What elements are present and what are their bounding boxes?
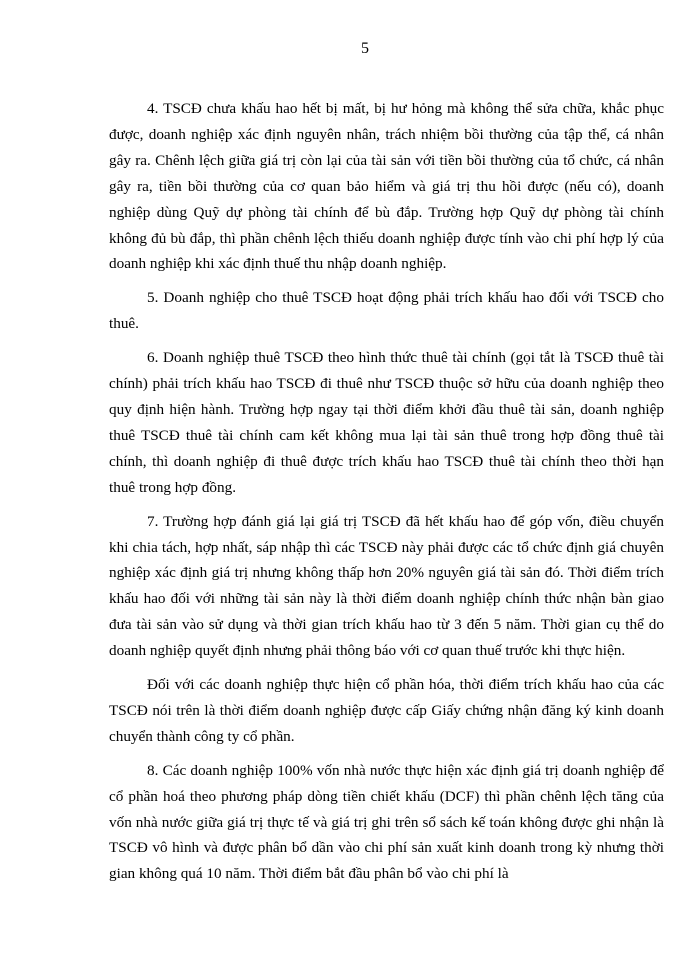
paragraph-item-4: 4. TSCĐ chưa khấu hao hết bị mất, bị hư hỏng mà không thể sửa chữa, khắc phục được, doanh nghiệp xác định nguyên nhân, trách nhiệm bồi thường của tập thể, cá nhân gây ra. Chênh lệch giữa giá trị còn lại của tài sản với tiền bồi thường của tổ chức, cá nhân gây ra, tiền bồi thường của cơ quan bảo hiểm và giá trị thu hồi được (nếu có), doanh nghiệp dùng Quỹ dự phòng tài chính để bù đắp. Trường hợp Quỹ dự phòng tài chính không đủ bù đắp, thì phần chênh lệch thiếu doanh nghiệp được tính vào chi phí hợp lý của doanh nghiệp khi xác định thuế thu nhập doanh nghiệp.	[109, 100, 664, 273]
paragraph-item-7: 7. Trường hợp đánh giá lại giá trị TSCĐ đã hết khấu hao để góp vốn, điều chuyển khi chia tách, hợp nhất, sáp nhập thì các TSCĐ này phải được các tổ chức định giá chuyên nghiệp xác định giá trị nhưng không thấp hơn 20% nguyên giá tài sản đó. Thời điểm trích khấu hao đối với những tài sản này là thời điểm doanh nghiệp chính thức nhận bàn giao đưa tài sản vào sử dụng và thời gian trích khấu hao từ 3 đến 5 năm. Thời gian cụ thể do doanh nghiệp quyết định nhưng phải thông báo với cơ quan thuế trước khi thực hiện.	[109, 512, 664, 660]
paragraph-equitization-note: Đối với các doanh nghiệp thực hiện cổ phần hóa, thời điểm trích khấu hao của các TSCĐ nói trên là thời điểm doanh nghiệp được cấp Giấy chứng nhận đăng ký kinh doanh chuyển thành công ty cổ phần.	[109, 676, 664, 745]
paragraph-item-8: 8. Các doanh nghiệp 100% vốn nhà nước thực hiện xác định giá trị doanh nghiệp để cổ phần hoá theo phương pháp dòng tiền chiết khấu (DCF) thì phần chênh lệch tăng của vốn nhà nước giữa giá trị thực tế và giá trị ghi trên sổ sách kế toán không được ghi nhận là TSCĐ vô hình và được phân bổ dần vào chi phí sản xuất kinh doanh trong kỳ nhưng thời gian không quá 10 năm. Thời điểm bắt đầu phân bổ vào chi phí là	[109, 761, 664, 883]
paragraph-item-6: 6. Doanh nghiệp thuê TSCĐ theo hình thức thuê tài chính (gọi tắt là TSCĐ thuê tài chính) phải trích khấu hao TSCĐ đi thuê như TSCĐ thuộc sở hữu của doanh nghiệp theo quy định hiện hành. Trường hợp ngay tại thời điểm khởi đầu thuê tài sản, doanh nghiệp thuê TSCĐ thuê tài chính cam kết không mua lại tài sản thuê trong hợp đồng thuê tài chính, thì doanh nghiệp đi thuê được trích khấu hao TSCĐ thuê tài chính theo thời hạn thuê trong hợp đồng.	[109, 349, 664, 496]
paragraph-item-5: 5. Doanh nghiệp cho thuê TSCĐ hoạt động phải trích khấu hao đối với TSCĐ cho thuê.	[109, 289, 664, 333]
page-number: 5	[361, 40, 369, 57]
document-body	[109, 96, 664, 895]
